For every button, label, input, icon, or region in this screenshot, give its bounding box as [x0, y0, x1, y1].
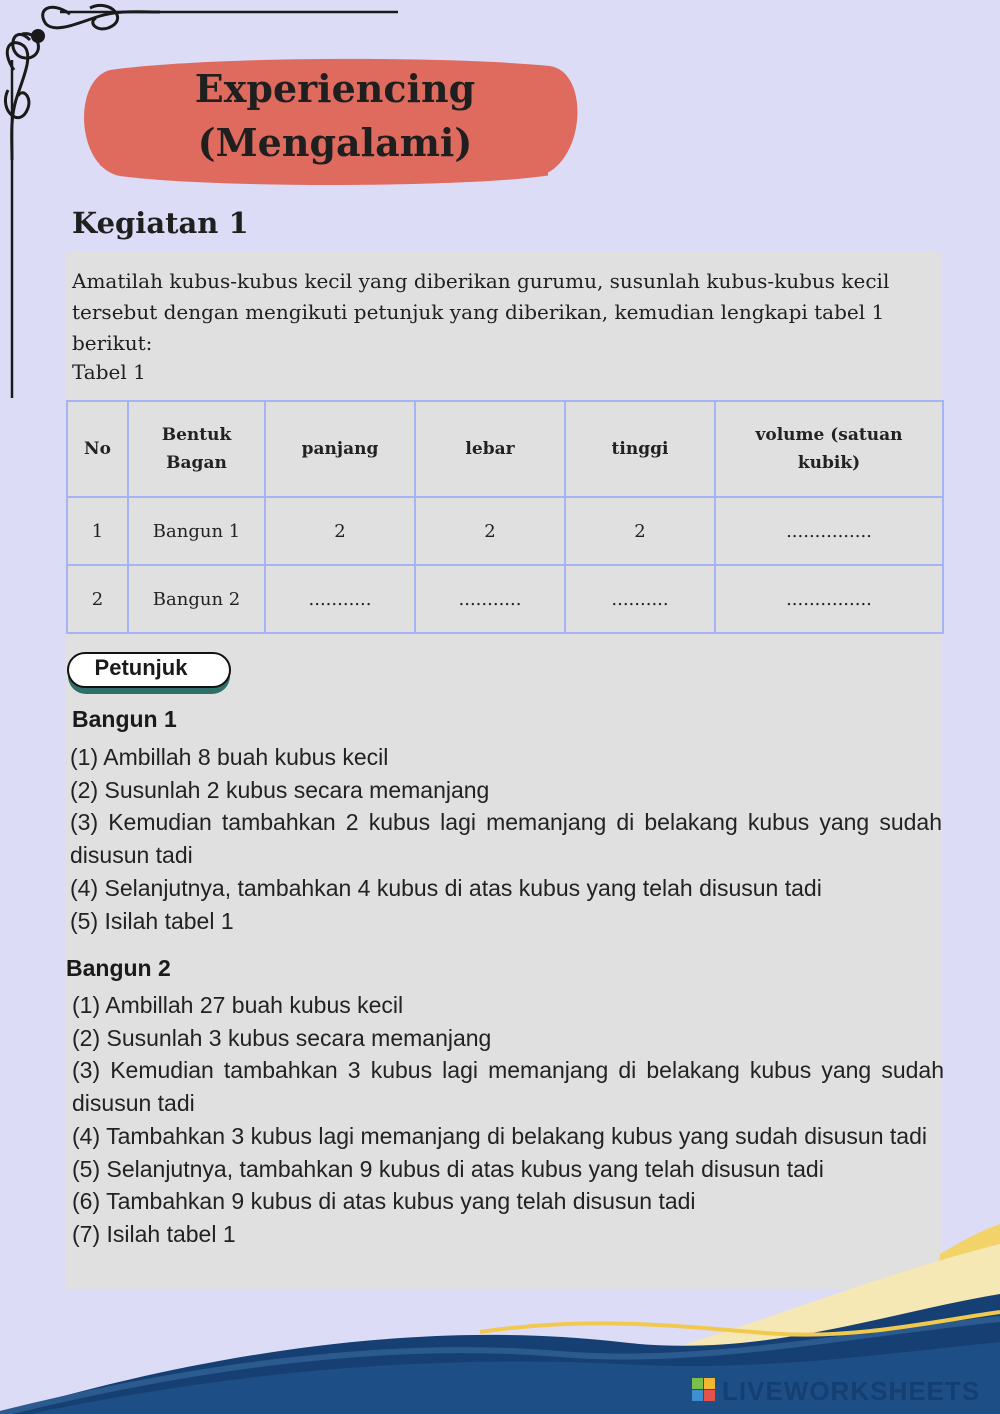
list-item: (7) Isilah tabel 1 [72, 1220, 236, 1247]
table-header: volume (satuan kubik) [715, 401, 943, 497]
answer-blank-cell[interactable]: .......... [565, 565, 715, 633]
table-cell: Bangun 2 [128, 565, 265, 633]
table-row [67, 497, 943, 565]
table-header: No [67, 401, 128, 497]
list-item: (2) Susunlah 3 kubus secara memanjang [72, 1024, 492, 1051]
list-item: (2) Susunlah 2 kubus secara memanjang [70, 776, 490, 803]
table-header: Bentuk Bagan [128, 401, 265, 497]
answer-blank-cell[interactable]: ........... [415, 565, 565, 633]
list-item: (3) Kemudian tambahkan 2 kubus lagi memanjang di belakang kubus yang sudah disusun tadi [70, 809, 942, 869]
title-line-1: Experiencing [194, 66, 476, 111]
bangun1-heading: Bangun 1 [72, 706, 177, 732]
list-item: (1) Ambillah 27 buah kubus kecil [72, 992, 404, 1018]
table-cell: 2 [265, 497, 415, 565]
bangun1-steps [70, 741, 942, 937]
title-line-2: (Mengalami) [197, 120, 473, 165]
page-title [120, 62, 550, 170]
answer-blank-cell[interactable]: ............... [715, 497, 943, 565]
liveworksheets-logo-icon [692, 1378, 716, 1402]
volume-table [66, 400, 944, 634]
table-cell: 1 [67, 497, 128, 565]
answer-blank-cell[interactable]: ........... [265, 565, 415, 633]
table-cell: 2 [67, 565, 128, 633]
table-cell: 2 [565, 497, 715, 565]
table-header-row [67, 401, 943, 497]
answer-blank-cell[interactable]: ............... [715, 565, 943, 633]
table-cell: Bangun 1 [128, 497, 265, 565]
table-row [67, 565, 943, 633]
petunjuk-label: Petunjuk [94, 655, 188, 680]
table-header: panjang [265, 401, 415, 497]
table-header: tinggi [565, 401, 715, 497]
logo-text: LIVEWORKSHEETS [722, 1376, 981, 1406]
list-item: (6) Tambahkan 9 kubus di atas kubus yang telah disusun tadi [72, 1188, 696, 1215]
list-item: (5) Isilah tabel 1 [70, 907, 234, 934]
list-item: (4) Selanjutnya, tambahkan 4 kubus di atas kubus yang telah disusun tadi [70, 874, 822, 901]
table-cell: 2 [415, 497, 565, 565]
list-item: (5) Selanjutnya, tambahkan 9 kubus di atas kubus yang telah disusun tadi [72, 1155, 824, 1182]
table-label: Tabel 1 [72, 360, 146, 384]
table-header: lebar [415, 401, 565, 497]
bangun2-steps [72, 989, 944, 1251]
activity-intro: Amatilah kubus-kubus kecil yang diberikan gurumu, susunlah kubus-kubus kecil tersebut dengan mengikuti petunjuk yang diberikan, kemudian lengkapi tabel 1 berikut: [72, 269, 890, 355]
list-item: (3) Kemudian tambahkan 3 kubus lagi memanjang di belakang kubus yang sudah disusun tadi [72, 1057, 944, 1117]
bangun2-heading: Bangun 2 [66, 955, 171, 981]
list-item: (1) Ambillah 8 buah kubus kecil [70, 744, 389, 770]
activity-heading: Kegiatan 1 [72, 206, 249, 240]
list-item: (4) Tambahkan 3 kubus lagi memanjang di belakang kubus yang sudah disusun tadi [72, 1122, 927, 1149]
